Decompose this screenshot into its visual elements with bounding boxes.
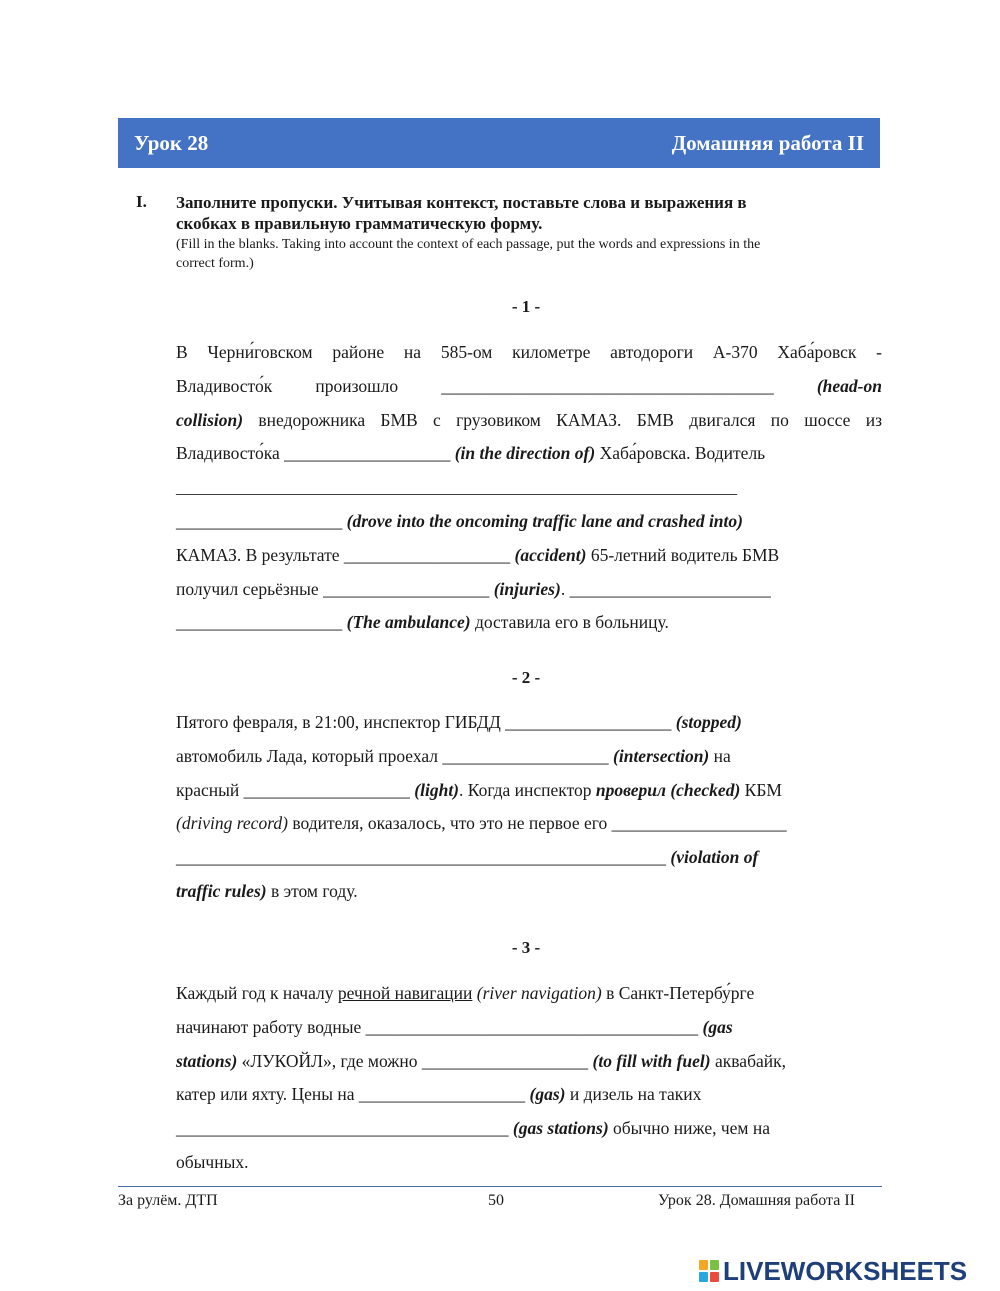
hint-text: collision) (176, 409, 244, 430)
hint-text: (head-on (816, 375, 882, 396)
passage-3 (176, 977, 882, 1180)
answer-blank[interactable]: ___________________ (284, 443, 455, 464)
instruction-ru-line: скобках в правильную грамматическую форму. (176, 214, 543, 233)
passage-line (176, 977, 882, 1011)
answer-blank[interactable]: ___________________ (421, 1050, 593, 1071)
hint-text: (stopped) (675, 712, 742, 732)
instruction-ru-line: Заполните пропуски. Учитывая контекст, поставьте слова и выражения в (176, 193, 747, 212)
passage-text: В Черни́говском районе на 585-ом километре автодороги А-370 Хаба́ровск - (176, 342, 882, 362)
hint-text: (The ambulance) (346, 612, 471, 633)
passage-text: водителя, оказалось, что это не первое его (287, 813, 612, 834)
logo-text: LIVEWORKSHEETS (723, 1255, 968, 1286)
passage-text: КАМАЗ. В результате (176, 544, 344, 565)
passage-text: КБМ (740, 779, 782, 800)
footer-book-title: За рулём. ДТП (118, 1192, 218, 1209)
passage-line (176, 841, 882, 875)
hint-text: (light) (414, 779, 460, 800)
logo-block (710, 1272, 719, 1282)
answer-blank[interactable]: ___________________ (176, 510, 347, 531)
section-label-3: - 3 - (511, 938, 541, 957)
instruction-ru (176, 192, 866, 234)
passage-text: 65-летний водитель БМВ (586, 544, 780, 565)
underlined-term: речной навигации (337, 983, 473, 1003)
task-number: I. (136, 192, 147, 211)
passage-text: Пятого февраля, в 21:00, инспектор ГИБДД (176, 712, 506, 732)
passage-line (176, 774, 882, 808)
passage-text: Каждый год к началу (176, 983, 338, 1003)
answer-blank[interactable]: ______________________________________ (176, 1118, 513, 1139)
answer-blank[interactable]: _______________________ (569, 578, 771, 599)
instruction-en-line: correct form.) (176, 256, 254, 271)
passage-line (176, 336, 882, 370)
answer-blank[interactable]: ______________________________________ (365, 1016, 703, 1037)
task-text (176, 192, 866, 273)
passage-text: «ЛУКОЙЛ», где можно (237, 1050, 422, 1071)
hint-text: (injuries) (493, 578, 561, 599)
hint-text: (gas stations) (512, 1118, 609, 1139)
hint-text: (intersection) (613, 745, 710, 766)
passage-text: начинают работу водные (176, 1016, 366, 1037)
lesson-header-bar (118, 118, 880, 168)
hint-text: (drove into the oncoming traffic lane and crashed into) (346, 510, 743, 531)
passage-text: Владивосто́к произошло (176, 375, 442, 396)
hint-text: stations) (176, 1050, 238, 1071)
answer-blank[interactable]: ___________________ (505, 712, 676, 732)
passage-line (176, 1078, 882, 1112)
answer-blank[interactable]: ___________________ (343, 544, 515, 565)
hint-text: traffic rules) (176, 880, 267, 901)
logo-block (699, 1260, 708, 1270)
passage-line (176, 437, 882, 471)
given-word: проверил (checked) (595, 779, 741, 800)
passage-text: в Санкт-Петербу́рге (601, 983, 755, 1003)
logo-blocks-icon (698, 1259, 720, 1283)
passage-line (176, 606, 882, 640)
passage-line (176, 370, 882, 404)
hint-text: (violation of (670, 847, 759, 868)
passage-line (176, 706, 882, 740)
passage-text: и дизель на таких (565, 1084, 702, 1105)
gloss-text: (driving record) (176, 813, 288, 834)
passage-text: аквабайк, (710, 1050, 786, 1071)
footer-rule (118, 1186, 882, 1187)
logo-block (710, 1260, 719, 1270)
hint-text: (to fill with fuel) (592, 1050, 711, 1071)
passage-line (176, 505, 882, 539)
hint-text: (gas (702, 1016, 733, 1037)
hint-text: (gas) (529, 1084, 566, 1105)
passage-2 (176, 706, 882, 909)
passage-text: красный (176, 779, 244, 800)
passage-text: в этом году. (266, 880, 358, 901)
passage-line (176, 539, 882, 573)
passage-line (176, 1011, 882, 1045)
passage-line (176, 1146, 882, 1180)
hint-text: (accident) (514, 544, 587, 565)
answer-blank[interactable]: ______________________________________ (441, 375, 817, 396)
passage-text: Хаба́ровска. Водитель (595, 443, 766, 464)
passage-line (176, 1045, 882, 1079)
passage-line (176, 471, 882, 505)
answer-blank[interactable]: ________________________________________________________ (176, 847, 671, 868)
passage-text: получил серьёзные (176, 578, 324, 599)
answer-blank[interactable]: ____________________ (611, 813, 787, 834)
answer-blank[interactable]: ___________________ (243, 779, 415, 800)
answer-blank[interactable]: __________________________________________________________________ (176, 478, 737, 498)
answer-blank[interactable]: ___________________ (176, 612, 347, 633)
passage-text: . Когда инспектор (459, 779, 596, 800)
passage-text: . (560, 578, 570, 599)
answer-blank[interactable]: ___________________ (442, 745, 614, 766)
passage-text: обычно ниже, чем на (608, 1118, 770, 1139)
instruction-en-line: (Fill in the blanks. Taking into account the context of each passage, put the words and expressions in the (176, 237, 761, 252)
passage-line (176, 875, 882, 909)
passage-1 (176, 336, 882, 640)
hint-text: (in the direction of) (454, 443, 596, 464)
passage-text: доставила его в больницу. (470, 612, 669, 633)
homework-title: Домашняя работа II (671, 130, 864, 155)
lesson-number: Урок 28 (134, 130, 209, 155)
passage-line (176, 404, 882, 438)
section-label-2: - 2 - (511, 668, 541, 687)
liveworksheets-logo[interactable] (698, 1256, 967, 1286)
gloss-text: (river navigation) (476, 983, 602, 1003)
footer-lesson: Урок 28. Домашняя работа II (658, 1192, 855, 1209)
passage-text: обычных. (176, 1151, 249, 1172)
passage-text: автомобиль Лада, который проехал (176, 745, 443, 766)
passage-line (176, 573, 882, 607)
section-label-1: - 1 - (511, 297, 541, 316)
passage-line (176, 807, 882, 841)
passage-line (176, 740, 882, 774)
passage-text: внедорожника БМВ с грузовиком КАМАЗ. БМВ двигался по шоссе из (243, 409, 882, 430)
logo-block (699, 1272, 708, 1282)
answer-blank[interactable]: ___________________ (323, 578, 494, 599)
passage-line (176, 1112, 882, 1146)
footer-page-number: 50 (488, 1192, 504, 1209)
instruction-en (176, 235, 866, 273)
answer-blank[interactable]: ___________________ (358, 1084, 530, 1105)
passage-text: катер или яхту. Цены на (176, 1084, 359, 1105)
passage-text: Владивосто́ка (176, 443, 285, 464)
passage-text: на (709, 745, 731, 766)
